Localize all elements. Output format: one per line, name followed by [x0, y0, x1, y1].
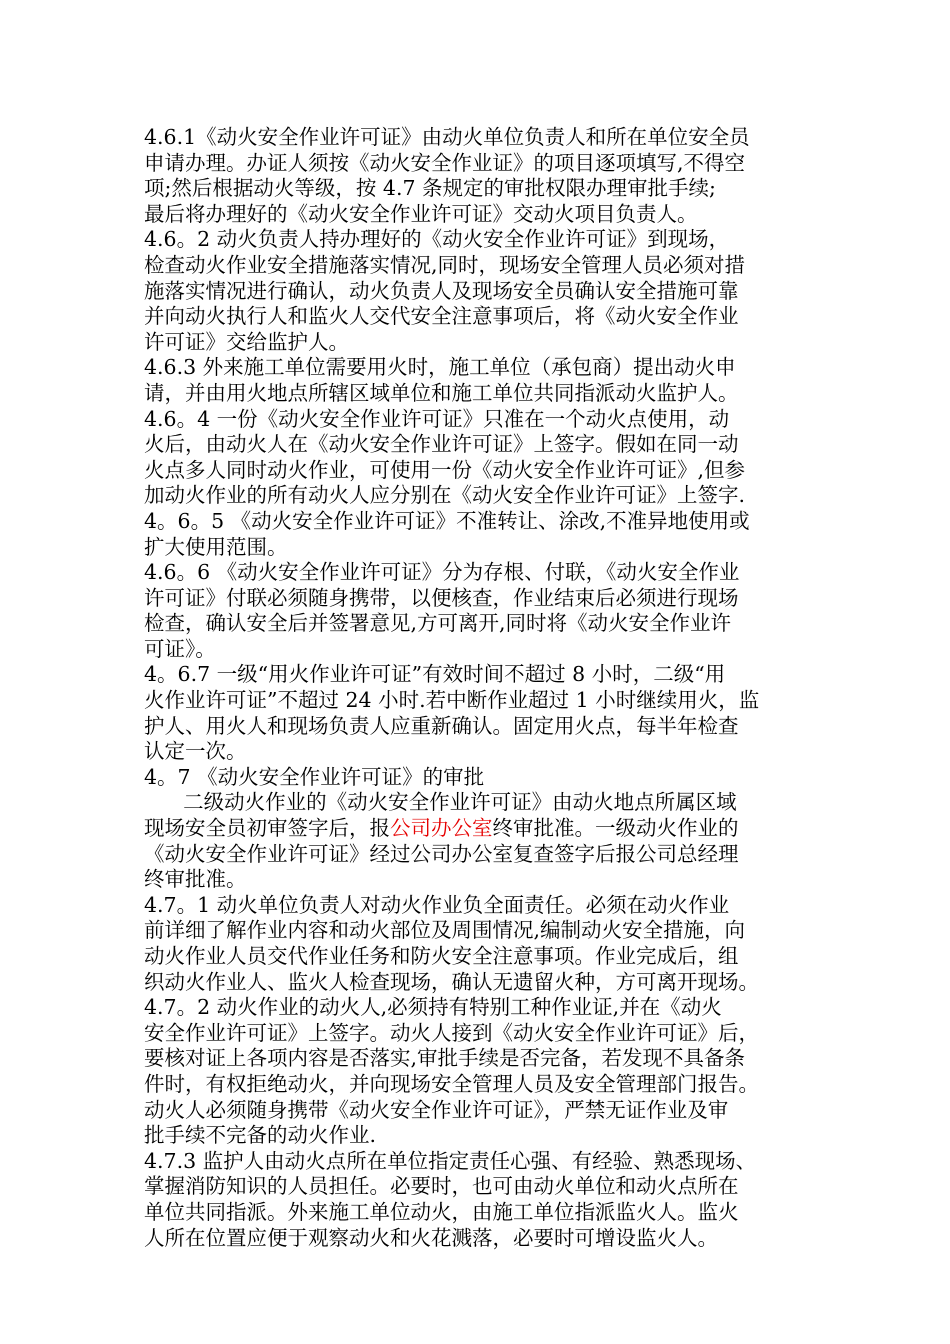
document-body [144, 125, 824, 1251]
section-heading: 4。7 《动火安全作业许可证》的审批 [144, 764, 485, 789]
text-line: 护人、用火人和现场负责人应重新确认。固定用火点，每半年检查 [144, 713, 739, 738]
text-line: 4.6。4 一份《动火安全作业许可证》只准在一个动火点使用，动 [144, 406, 730, 431]
approval-text: 现场安全员初审签字后，报 [144, 816, 390, 841]
highlighted-office-name: 公司办公室 [390, 816, 493, 841]
text-line: 动火作业人员交代作业任务和防火安全注意事项。作业完成后，组 [144, 944, 739, 968]
text-line: 前详细了解作业内容和动火部位及周围情况,编制动火安全措施，向 [144, 918, 746, 943]
text-line: 申请办理。办证人须按《动火安全作业证》的项目逐项填写,不得空 [144, 150, 746, 175]
text-line: 4。6.7 一级“用火作业许可证”有效时间不超过 8 小时，二级“用 [144, 662, 726, 687]
text-line: 4.6。2 动火负责人持办理好的《动火安全作业许可证》到现场， [144, 227, 730, 252]
approval-paragraph-line: 《动火安全作业许可证》经过公司办公室复查签字后报公司总经理 [144, 841, 739, 866]
text-line: 批手续不完备的动火作业. [144, 1123, 377, 1148]
text-line: 项;然后根据动火等级，按 4.7 条规定的审批权限办理审批手续; [144, 176, 716, 201]
text-line: 4.7.3 监护人由动火点所在单位指定责任心强、有经验、熟悉现场、 [144, 1148, 757, 1173]
text-line: 4。6。5 《动火安全作业许可证》不准转让、涂改,不准异地使用或 [144, 508, 750, 533]
text-line: 动火人必须随身携带《动火安全作业许可证》，严禁无证作业及审 [144, 1097, 729, 1122]
text-line: 可证》。 [144, 636, 216, 661]
text-line: 扩大使用范围。 [144, 534, 288, 559]
text-line: 请，并由用火地点所辖区域单位和施工单位共同指派动火监护人。 [144, 380, 739, 405]
text-line: 许可证》付联必须随身携带，以便核查，作业结束后必须进行现场 [144, 585, 739, 610]
text-line: 件时，有权拒绝动火，并向现场安全管理人员及安全管理部门报告。 [144, 1071, 759, 1096]
text-line: 并向动火执行人和监火人交代安全注意事项后，将《动火安全作业 [144, 304, 739, 329]
text-line: 火后，由动火人在《动火安全作业许可证》上签字。假如在同一动 [144, 432, 739, 457]
text-line: 加动火作业的所有动火人应分别在《动火安全作业许可证》上签字. [144, 483, 746, 508]
text-line: 安全作业许可证》上签字。动火人接到《动火安全作业许可证》后， [144, 1020, 759, 1045]
text-line: 最后将办理好的《动火安全作业许可证》交动火项目负责人。 [144, 201, 698, 226]
approval-text: 终审批准。一级动火作业的 [492, 816, 739, 841]
text-line: 单位共同指派。外来施工单位动火，由施工单位指派监火人。监火 [144, 1199, 739, 1224]
approval-paragraph-line: 终审批准。 [144, 867, 247, 892]
approval-paragraph-line: 二级动火作业的《动火安全作业许可证》由动火地点所属区域 [144, 790, 737, 815]
text-line: 4.7。2 动火作业的动火人,必须持有特别工种作业证,并在《动火 [144, 995, 722, 1020]
text-line: 许可证》交给监护人。 [144, 329, 349, 354]
text-line: 4.7。1 动火单位负责人对动火作业负全面责任。必须在动火作业 [144, 892, 730, 917]
text-line: 检查，确认安全后并签署意见,方可离开,同时将《动火安全作业许 [144, 611, 732, 636]
text-line: 检查动火作业安全措施落实情况,同时，现场安全管理人员必须对措 [144, 252, 746, 277]
text-line: 掌握消防知识的人员担任。必要时，也可由动火单位和动火点所在 [144, 1174, 739, 1199]
text-line: 施落实情况进行确认，动火负责人及现场安全员确认安全措施可靠 [144, 278, 739, 303]
text-line: 要核对证上各项内容是否落实,审批手续是否完备，若发现不具备条 [144, 1046, 746, 1071]
text-line: 人所在位置应便于观察动火和火花溅落，必要时可增设监火人。 [144, 1225, 718, 1250]
text-line: 认定一次。 [144, 739, 247, 764]
text-line: 织动火作业人、监火人检查现场，确认无遗留火种，方可离开现场。 [144, 969, 759, 994]
text-line: 4.6.3 外来施工单位需要用火时，施工单位（承包商）提出动火申 [144, 355, 736, 380]
text-line: 4.6.1《动火安全作业许可证》由动火单位负责人和所在单位安全员 [144, 125, 750, 149]
text-line: 火点多人同时动火作业，可使用一份《动火安全作业许可证》,但参 [144, 457, 746, 482]
text-line: 火作业许可证”不超过 24 小时.若中断作业超过 1 小时继续用火，监 [144, 688, 760, 713]
text-line: 4.6。6 《动火安全作业许可证》分为存根、付联，《动火安全作业 [144, 560, 740, 585]
approval-paragraph-line [144, 816, 824, 842]
